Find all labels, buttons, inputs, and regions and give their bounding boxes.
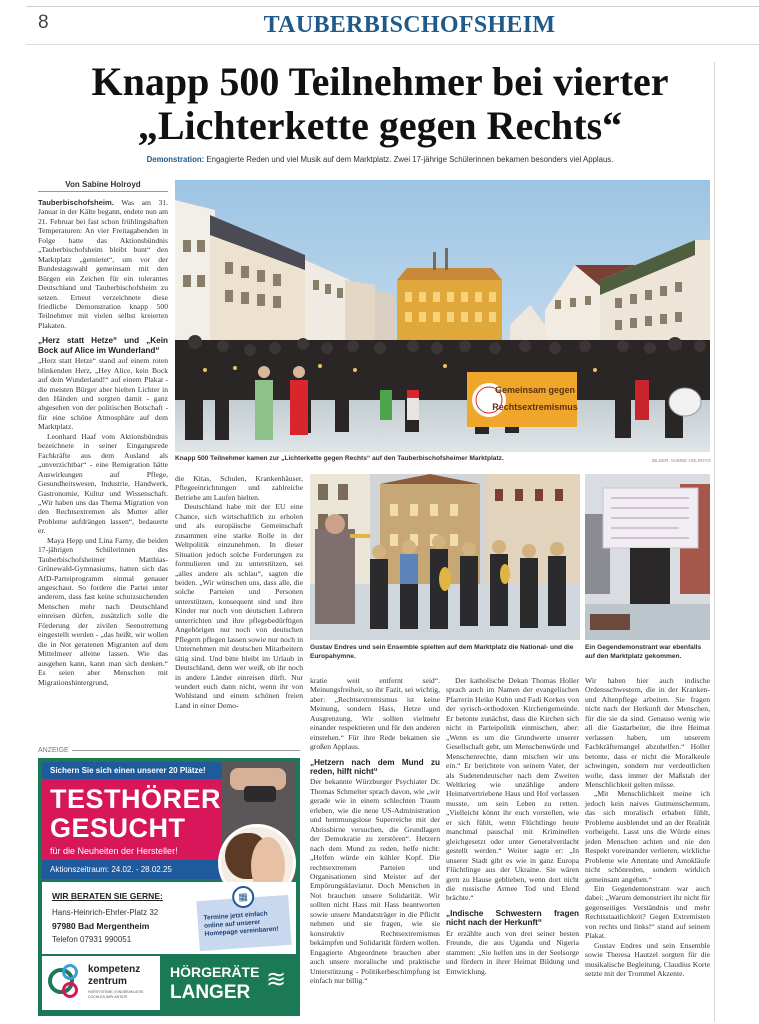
paragraph: die Kitas, Schulen, Krankenhäuser, Pflegeeinrichtungen und zahlreiche Betriebe am Laufen hielten. (175, 474, 303, 502)
ad-appointment-text: Termine jetzt einfach online auf unserer Homepage vereinbaren! (203, 910, 279, 938)
paragraph-text: Was am 31. Januar in der Kälte begann, endete nun am 21. Februar bei fast schon frühlingshaften Temperaturen: An vier Freitagabenden in Folge hatte das Aktionsbündnis „Tauberbischofsheim bleibt bunt“ den Marktplatz „gemietet“, um vor der Bundestagswahl gemeinsam mit den Bürgen ein Zeichen für ein tolerantes Deutschland und Tauberbischofsheim zu setzen. Erneut verzeichnete diese friedliche Demonstration knapp 500 Teilnehmer mit vielen selbst kreierten Plakaten. (38, 198, 168, 330)
headline-line-1: Knapp 500 Teilnehmer bei vierter (91, 59, 669, 104)
column-rule (714, 62, 715, 1022)
kompetenz-zentrum-logo (42, 956, 160, 1010)
ensemble-photo-caption: Gustav Endres und sein Ensemble spielten auf dem Marktplatz die National- und die Europahymne. (310, 644, 574, 660)
paragraph: Der bekannte Würzburger Psychiater Dr. Thomas Schmelter sprach davon, wie „wir gerade wie in einem schlechten Traum erleben, wie die neue US-Administration und hemmungslose Superreiche mit der Abrissbirne versuchen, die Grundlagen der Demokratie zu zerstören“. Hetzern nach dem Mund zu reden, helfe nicht: „Helfen würde ein kühler Kopf. Die rechtsextremen Parteien und Organisationen sind Meister auf der Empörungsklaviatur. Doch Menschen in Not brauchen unsere Solidarität. Wir sollten nicht Hass mit Hass beantworten sowie unsere Mandatsträger in die Pflicht nehmen und sie fragen, wie sie konstruktiv Rechtsextremismus bekämpfen und Solidarität fördern wollen. Engagierte Abgeordnete brauchen aber auch unsere moralische und praktische Unterstützung - Politikerbeschimpfung ist einfach nur billig.“ (310, 777, 440, 985)
counter-demonstrator-caption: Ein Gegendemonstrant war ebenfalls auf den Marktplatz gekommen. (585, 644, 702, 660)
ad-label-text: ANZEIGE (38, 747, 69, 754)
counter-demonstrator-image (585, 474, 710, 640)
subheadline (40, 155, 720, 164)
kicker: Demonstration: (146, 155, 205, 164)
hoergeraete-langer-logo (162, 956, 296, 1010)
counter-demonstrator-photo (585, 474, 710, 640)
photo-credit: BILDER: SABINE HOLROYD (652, 458, 711, 463)
paragraph: Maya Hepp und Lina Farny, die beiden 17-jährigen Schülerinnen des Tauberbischofsheimer Matthias-Grünewald-Gymnasiums, hatten sich das AfD-Parteiprogramm einmal genauer angeschaut. So fordere die Partei unter anderem, dass fast keine schutzsuchenden Menschen mehr nach Deutschland einreisen dürfen, zusätzlich solle die Förderung der zivilen Seenotrettung eingestellt werden - „das heißt, wir wollen die in Not geratenen Migranten auf dem Mittelmeer alleine lassen. Wie das ausgehen kann, kann man sich denken.“ Es seien aber Menschen mit Migrationshintergrund, (38, 535, 168, 687)
article-column-3 (310, 676, 440, 985)
ear-waves-icon: ≋ (266, 965, 287, 993)
subheading: „Hetzern nach dem Mund zu reden, hilft nicht“ (310, 757, 440, 777)
logo2-line-1: HÖRGERÄTE (170, 964, 260, 980)
headline (40, 60, 720, 148)
ad-label-rule (72, 750, 300, 751)
advertisement[interactable] (38, 758, 300, 1016)
ad-street: Hans-Heinrich-Ehrler-Platz 32 (52, 908, 159, 917)
main-photo-caption: Knapp 500 Teilnehmer kamen zur „Lichterkette gegen Rechts“ auf den Tauberbischofsheimer Marktplatz. (175, 455, 504, 462)
ad-city: 97980 Bad Mergentheim (52, 921, 150, 931)
ad-period: Aktionszeitraum: 24.02. - 28.02.25 (50, 865, 172, 874)
ensemble-image (310, 474, 580, 640)
ad-advice: WIR BERATEN SIE GERNE: (52, 891, 163, 901)
banner-text-line-2: Rechtsextremismus (492, 402, 578, 412)
subheadline-text: Engagierte Reden und viel Musik auf dem Marktplatz. Zwei 17-jährige Schülerinnen bekamen besonders viel Applaus. (206, 155, 614, 164)
ad-headline-2: GESUCHT (50, 813, 186, 843)
paragraph: „Herz statt Hetze“ stand auf einem roten blinkenden Herz, „Hey Alice, kein Bock auf dein Wunderland!“ auf einem Plakat - die meisten Bürger aber hielten Lichter in den Händen und sorgten damit - ganz abgesehen von der politischen Botschaft - für eine schöne Atmosphäre auf dem Marktplatz. (38, 356, 168, 432)
main-photo (175, 180, 710, 452)
paragraph: Ein Gegendemonstrant war auch dabei: „Warum demonstriert ihr nicht für gegenseitiges Verständnis und mehr Rechtsstaatlichkeit? Gegen Extremisten von rechts und links!“ stand auf seinem Plakat. (585, 883, 710, 941)
calendar-icon: ▦ (231, 885, 254, 908)
ad-appointment-box[interactable] (196, 891, 291, 951)
paragraph: „Mit Menschlichkeit meine ich jedoch kein naives Gutmenschentum, das sich moralisch erhaben fühlt, Probleme ausblendet und an der Realität vorbeigeht. Lasst uns die Würde eines jeden Menschen achten und nie den Respekt voreinander verlieren, wirkliche Probleme wie Attentate und Amokläufe nicht schönreden, sondern wirklich gemeinsam angehen.“ (585, 789, 710, 884)
device-image (244, 786, 276, 802)
paragraph: Er erzählte auch von drei seiner besten Freunde, die aus Uganda und Nigeria stammen: „Sie helfen uns in der Seelsorge und fördern in ihrer Heimat Bildung und Entwicklung. (446, 928, 579, 976)
ad-subline: für die Neuheiten der Hersteller! (50, 846, 178, 856)
top-rule (26, 6, 759, 7)
ad-label (38, 747, 300, 754)
paragraph: Der katholische Dekan Thomas Holler sprach auch im Namen der evangelischen Pfarrerin Heike Kuhn und Fadi Korkes von der syrisch-orthodoxen Kirchengemeinde. Er betonte zunächst, dass die Kirchen sich nicht in Parteipolitik einmischen, aber: „Wenn es um die Grundwerte unserer Gesellschaft geht, um Menschenwürde und Menschenrechte, dann mischen wir uns ein.“ Er berichtete von seinem Vater, der als Sudetendeutscher nach dem Zweiten Weltkrieg wie unzählige andere Heimatvertriebene Haus und Hof verlassen musste, um sein Leben zu retten. „Vielleicht könnt ihr euch vorstellen, wie er sich fühlt, wenn Flüchtlinge heute manchmal pauschal mit Kriminellen gleichgesetzt oder unter Generalverdacht gestellt werden.“ Weiter sagte er: „In unserer Stadt gibt es wie in ganz Europa Flüchtlinge aus der Ukraine. Sie wären gern zu Hause geblieben, wenn dort nicht die russische Armee Tod und Elend brächte.“ (446, 676, 579, 903)
article-column-4 (446, 676, 579, 976)
logo2-line-2: LANGER (170, 982, 251, 1003)
banner-text-line-1: Gemeinsam gegen (494, 385, 576, 395)
dateline: Tauberbischofsheim. (38, 198, 114, 207)
subheading: „Herz statt Hetze“ und „Kein Bock auf Alice im Wunderland“ (38, 336, 168, 355)
logo-circle-pink (62, 982, 78, 998)
ad-top-line: Sichern Sie sich einen unserer 20 Plätze! (50, 766, 206, 775)
marketplace-demonstration-image (175, 180, 710, 452)
paragraph: kratie weit entfernt seid“. Meinungsfreiheit, so ihr Fazit, sei wichtig, aber: „Rechtsextremismus ist keine Meinung, sondern Hass, Hetze und Ausgrenzung. Wir sollten vielmehr einander respektieren und für den anderen einstehen.“ Für ihre Rede bekamen sie großen Applaus. (310, 676, 440, 752)
logo-circle-blue (62, 964, 78, 980)
article-column-5 (585, 676, 710, 979)
page-number: 8 (38, 12, 49, 33)
paragraph: Deutschland habe mit der EU eine Chance, sich wirtschaftlich zu erholen und als europäische Gemeinschaft zusammen eine starke Rolle in der Weltpolitik einzunehmen. In dieser Situation jedoch solche Forderungen zu formulieren und zu unterstützen, sei „alles andere als schlau“, sagten die beiden. „Wir wünschen uns, dass alle, die solche Parteien und Personen unterstützen, konsequent sind und ihre Kinder nur noch von deutschen Lehrern unterrichten und ihre pflegebedürftigen Angehörigen nur noch von deutschen Pflegern pflegen lassen sowie nur noch in Unternehmen mit deutschen Mitarbeitern tätig sind. Und bitte bleibt im Urlaub in Deutschland, denn wer weiß, ob ihr noch in andere Länder einreisen dürft. Nur wundert euch dann nicht, wenn ihr von Wohlstand und einem schönen freien Land in einer Demo- (175, 502, 303, 710)
subheading: „Indische Schwestern fragen nicht nach der Herkunft“ (446, 908, 579, 928)
logo1-small: HÖRSYSTEME | KINDERAKUSTIK COCHLEA-IMPLANTATE (88, 990, 144, 999)
article-column-2 (175, 474, 303, 710)
section-title: TAUBERBISCHOFSHEIM (263, 12, 556, 38)
article-column-1 (38, 198, 168, 687)
ad-headline-1: TESTHÖRER (50, 784, 222, 814)
paragraph: Gustav Endres und sein Ensemble sowie Theresa Hautzel sorgten für die musikalische Begleitung, Claudius Korte setzte mit der Trommel Akzente. (585, 940, 710, 979)
logo1-line-2: zentrum (88, 976, 127, 987)
section-rule (26, 44, 759, 45)
paragraph: Leonhard Haaf vom Aktionsbündnis bezeichnete in seiner Eingangsrede Fachkräfte aus dem Ausland als „unverzichtbar“ - eine Remigration hätte Auswirkungen auf Pflege, Gesundheitswesen, Industrie, Handwerk, Gastronomie, Kultur und Wissenschaft. „Wir haben uns das Thema Migration von den Rechtsextremen als Mutter aller Probleme aufdrängen lassen“, bedauerte er. (38, 431, 168, 536)
author-byline: Von Sabine Holroyd (38, 180, 168, 192)
paragraph (38, 198, 168, 330)
ensemble-photo (310, 474, 580, 640)
ad-phone: Telefon 07931 990051 (52, 935, 132, 944)
logo1-line-1: kompetenz (88, 964, 141, 975)
paragraph: Wir haben hier auch indische Ordensschwestern, die in der Kranken- und Altenpflege arbeiten. Sie fragen nicht nach der Herkunft der Menschen, für die sie da sind. Genauso wenig wie all die Gastarbeiter, die ihre Heimat verlassen haben, um unserem Fachkräftemangel abzuhelfen.“ Holler betonte, dass er nicht die Moralkeule schwingen, sondern nur verdeutlichen wolle, dass immer der Maßstab der Menschlichkeit gelten müsse. (585, 676, 710, 789)
headline-line-2: „Lichterkette gegen Rechts“ (137, 103, 623, 148)
